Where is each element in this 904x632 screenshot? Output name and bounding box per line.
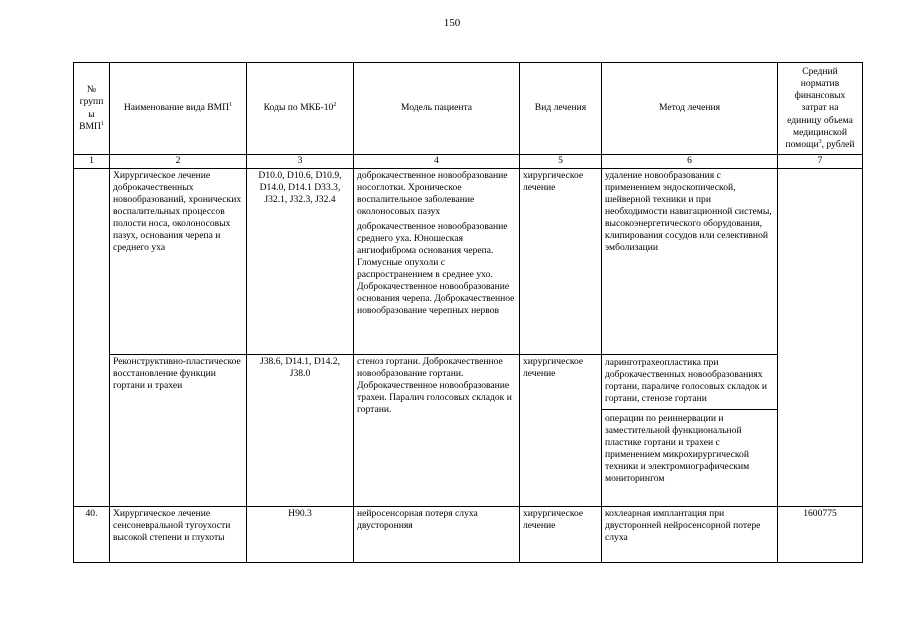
column-number: 7 (778, 155, 863, 169)
average-cost-cell: 1600775 (778, 506, 863, 562)
header-patient-model: Модель пациента (354, 63, 520, 155)
group-number-cell: 40. (74, 506, 110, 562)
column-number: 2 (110, 155, 247, 169)
header-treatment-method: Метод лечения (602, 63, 778, 155)
header-row (74, 63, 863, 155)
average-cost-cell (778, 168, 863, 506)
page-number: 150 (443, 17, 461, 29)
column-number: 1 (74, 155, 110, 169)
group-number-cell (74, 168, 110, 506)
treatment-type-cell: хирургическое лечение (520, 506, 602, 562)
icd-codes-cell: J38.6, D14.1, D14.2, J38.0 (247, 354, 354, 506)
patient-model-cell: нейросенсорная потеря слуха двусторонняя (354, 506, 520, 562)
header-treatment-type: Вид лечения (520, 63, 602, 155)
vmp-name-cell: Хирургическое лечение сенсоневральной тугоухости высокой степени и глухоты (110, 506, 247, 562)
patient-model-text: доброкачественное новообразование среднего уха. Юношеская ангиофиброма основания черепа. Гломусные опухоли с распространением в среднее ухо. Доброкачественное новообразование основания черепа. Доброкачественное новообразование черепных нервов (357, 220, 515, 317)
treatment-method-text: ларинготрахеопластика при доброкачественных новообразованиях гортани, параличе голосовых складок и гортани, стенозе гортани (602, 356, 777, 410)
icd-codes-cell: D10.0, D10.6, D10.9, D14.0, D14.1 D33.3, J32.1, J32.3, J32.4 (247, 168, 354, 354)
column-number: 4 (354, 155, 520, 169)
patient-model-text: доброкачественное новообразование носоглотки. Хроническое воспалительное заболевание околоносовых пазух (357, 169, 508, 217)
table-row (74, 506, 863, 562)
header-icd-codes: Коды по МКБ-$10^2$ (247, 63, 354, 155)
header-group-number: № групп ы ВМП$^1$ (74, 63, 110, 155)
column-number: 6 (602, 155, 778, 169)
patient-model-cell (354, 168, 520, 354)
table-row (74, 354, 863, 506)
vmp-name-cell: Реконструктивно-пластическое восстановление функции гортани и трахеи (110, 354, 247, 506)
treatment-method-text: операции по реиннервации и заместительной функциональной пластике гортани и трахеи с применением микрохирургической техники и электромиографическим мониторингом (605, 412, 750, 485)
vmp-name-cell: Хирургическое лечение доброкачественных новообразований, хронических воспалительных процессов полости носа, околоносовых пазух, основания черепа и среднего уха (110, 168, 247, 354)
treatment-method-cell: удаление новообразования с применением эндоскопической, шейверной техники и при необходимости навигационной системы, высокоэнергетического оборудования, клипирования сосудов или селективной эмболизации (602, 168, 778, 354)
patient-model-cell: стеноз гортани. Доброкачественное новообразование гортани. Доброкачественное новообразование трахеи. Паралич голосовых складок и гортани. (354, 354, 520, 506)
treatment-type-cell: хирургическое лечение (520, 168, 602, 354)
icd-codes-cell: H90.3 (247, 506, 354, 562)
treatment-method-cell: кохлеарная имплантация при двусторонней нейросенсорной потере слуха (602, 506, 778, 562)
treatment-type-cell: хирургическое лечение (520, 354, 602, 506)
header-average-cost: Средний норматив финансовых затрат на единицу объема медицинской помощи$^3$, рублей (778, 63, 863, 155)
column-number: 5 (520, 155, 602, 169)
column-number: 3 (247, 155, 354, 169)
header-vmp-name: Наименование вида ВМП$^1$ (110, 63, 247, 155)
column-number-row (74, 155, 863, 169)
table-row (74, 168, 863, 354)
treatment-method-cell (602, 354, 778, 506)
vmp-table (73, 62, 863, 563)
